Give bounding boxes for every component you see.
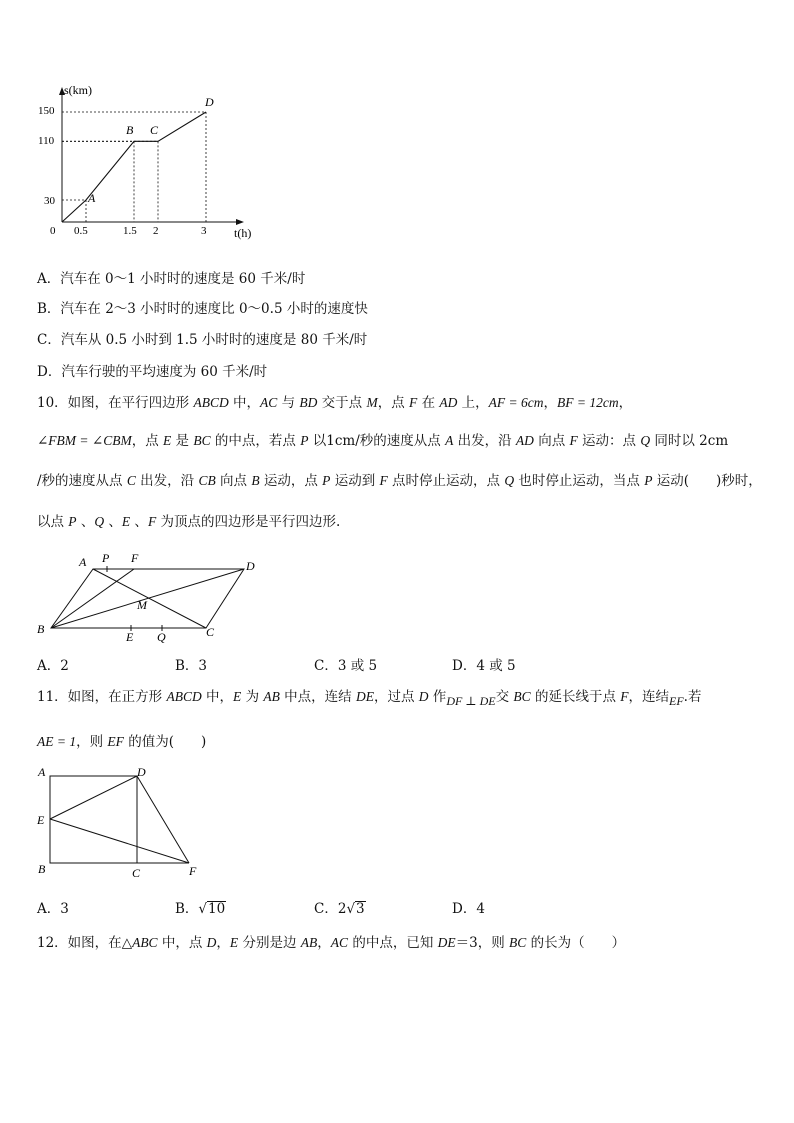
x-axis-arrow	[236, 219, 244, 225]
fig10-label-P: P	[102, 551, 110, 565]
fig10-label-Q: Q	[157, 630, 166, 644]
q11-square-figure	[34, 762, 214, 882]
q11-line-2: AE = 1，则 EF 的值为( )	[37, 734, 207, 750]
diagonal-bd	[51, 569, 244, 628]
q9-option-c: C．汽车从 0.5 小时到 1.5 小时时的速度是 80 千米/时	[37, 332, 368, 348]
q10-option-d: D．4 或 5	[452, 658, 516, 674]
q10-option-a: A．2	[37, 658, 69, 674]
q9-option-a: A．汽车在 0～1 小时时的速度是 60 千米/时	[37, 271, 306, 287]
fig11-label-B: B	[38, 862, 46, 876]
x-tick-2: 2	[153, 225, 159, 237]
q10-line-3: /秒的速度从点 C 出发，沿 CB 向点 B 运动，点 P 运动到 F 点时停止运动，点 Q 也时停止运动，当点 P 运动( )秒时，	[37, 473, 762, 489]
fig11-label-E: E	[37, 813, 45, 827]
x-tick-3: 3	[201, 225, 207, 237]
q9-option-b: B．汽车在 2～3 小时时的速度比 0～0.5 小时的速度快	[37, 301, 368, 317]
fig10-label-C: C	[206, 625, 215, 639]
square-abcd	[50, 776, 137, 863]
q11-option-c: C．2√3	[314, 901, 365, 917]
q10-line-2: ∠FBM = ∠CBM，点 E 是 BC 的中点，若点 P 以1cm/秒的速度从点 A 出发，沿 AD 向点 F 运动：点 Q 同时以 2cm	[37, 433, 729, 449]
distance-time-graph	[34, 82, 264, 242]
point-label-B: B	[126, 123, 134, 137]
fig10-label-E: E	[126, 630, 134, 644]
x-axis-label: t(h)	[234, 226, 252, 240]
x-tick-1.5: 1.5	[123, 225, 137, 237]
y-axis-label: s(km)	[64, 83, 92, 97]
fig11-label-A: A	[38, 765, 46, 779]
q11-option-b: B．√10	[175, 901, 226, 917]
fig11-label-F: F	[189, 864, 197, 878]
q10-line-4: 以点 P 、Q 、E 、F 为顶点的四边形是平行四边形.	[37, 514, 341, 530]
y-tick-150: 150	[38, 105, 55, 117]
segment-de	[50, 776, 137, 819]
diagonal-ac	[93, 569, 206, 628]
point-label-A: A	[88, 191, 96, 205]
q9-option-d: D．汽车行驶的平均速度为 60 千米/时	[37, 364, 268, 380]
q10-parallelogram-figure	[34, 548, 274, 648]
fig10-label-D: D	[246, 559, 255, 573]
fig10-label-F: F	[131, 551, 139, 565]
y-tick-30: 30	[44, 195, 55, 207]
fig11-label-C: C	[132, 866, 141, 880]
q12-line-1: 12．如图，在△ABC 中，点 D，E 分别是边 AB，AC 的中点，已知 DE＝3，则 BC 的长为（ ）	[37, 935, 626, 951]
q10-option-b: B．3	[175, 658, 208, 674]
fig10-label-M: M	[137, 598, 147, 612]
segment-df	[137, 776, 189, 863]
q10-option-c: C．3 或 5	[314, 658, 378, 674]
q11-option-d: D．4	[452, 901, 485, 917]
fig10-label-B: B	[37, 622, 45, 636]
q11-line-1: 11．如图，在正方形 ABCD 中，E 为 AB 中点，连结 DE，过点 D 作DF ⊥ DE交 BC 的延长线于点 F，连结EF.若	[37, 689, 702, 708]
y-tick-110: 110	[38, 135, 55, 147]
q10-line-1: 10．如图，在平行四边形 ABCD 中，AC 与 BD 交于点 M，点 F 在 AD 上，AF = 6cm，BF = 12cm，	[37, 395, 633, 411]
q11-option-a: A．3	[37, 901, 69, 917]
segment-ef	[50, 819, 189, 863]
segment-bf	[51, 569, 134, 628]
point-label-D: D	[205, 95, 214, 109]
origin-label: 0	[50, 225, 56, 237]
fig10-label-A: A	[79, 555, 87, 569]
fig11-label-D: D	[137, 765, 146, 779]
point-label-C: C	[150, 123, 159, 137]
x-tick-0.5: 0.5	[74, 225, 88, 237]
